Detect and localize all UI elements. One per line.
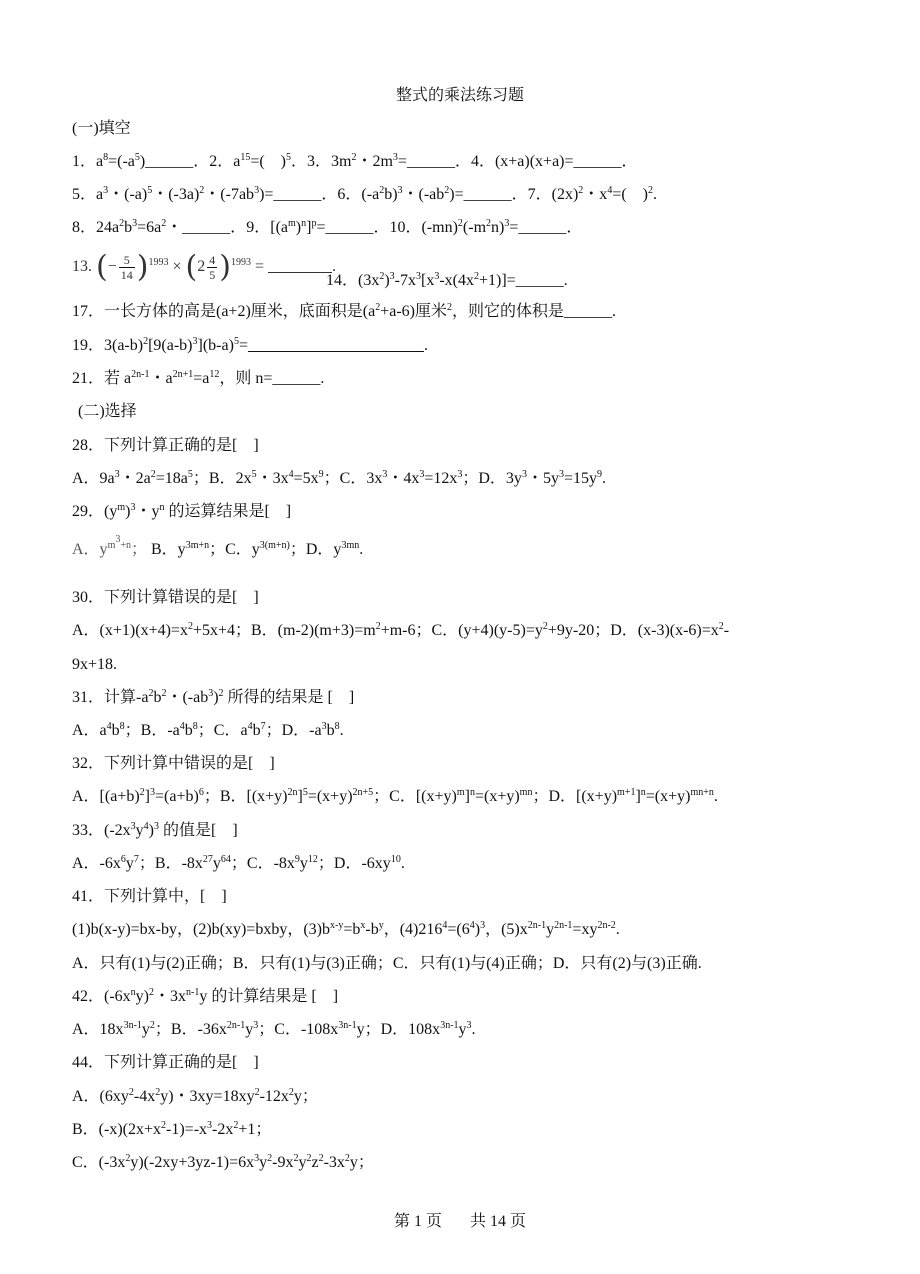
question-8-10: 8．$24a^2b^3=6a^2$・______．9．$[(a^m)^n]^p=\_\_\_\_\_\_$．10．$(-mn)^2(-m^2n)^3=\_\_\_\_\_\_$． <box>72 218 583 236</box>
question-19: 19．$3(a-b)^2[9(a-b)^3](b-a)^5=$ . <box>72 336 428 354</box>
question-31-options: A．$a^4b^8$；B．$-a^4b^8$；C．$a^4b^7$；D．$-a^3b^8$. <box>72 721 344 739</box>
question-28-options: A．$9a^3$・$2a^2=18a^5$；B．$2x^5$・$3x^4=5x^9$；C．$3x^3$・$4x^3=12x^3$；D．$3y^3$・$5y^3=15y^9$. <box>72 469 606 487</box>
section-choice-heading: (二)选择 <box>78 403 137 420</box>
section-fill-in-heading: (一)填空 <box>72 120 131 137</box>
question-1-4: 1．$a^8=(-a^5)\_\_\_\_\_\_$．2．$a^{15}=$( )$^5$．3．$3m^2$・$2m^3=\_\_\_\_\_\_$．4．(x+a)(x+a)=______． <box>72 152 638 170</box>
page-footer <box>0 1208 920 1231</box>
question-5-7: 5．$a^3$・$(-a)^5$・$(-3a)^2$・$(-7ab^3)=\_\_\_\_\_\_$．6．$(-a^2b)^3$・$(-ab^2)=\_\_\_\_\_\_$．7．$(2x)^2$・$x^4=$( )$^2$. <box>72 185 657 203</box>
question-28: 28．下列计算正确的是[ ] <box>72 437 259 454</box>
question-13: 13. (− $\frac{5}{14}$ )$^{1993}$ × (2 $\frac{4}{5}$ )$^{1993}$ = . <box>72 249 336 285</box>
question-29-options: A．$y^{m^3+n}$； B．$y^{3m+n}$；C．$y^{3(m+n)}$；D．$y^{3mn}$. <box>72 534 364 558</box>
page-title: 整式的乘法练习题 <box>395 87 524 104</box>
question-30: 30．下列计算错误的是[ ] <box>72 589 259 606</box>
question-30-options-line2: 9x+18. <box>72 656 118 673</box>
question-42-options: A．$18x^{3n-1}y^2$；B．$-36x^{2n-1}y^3$；C．$-108x^{3n-1}y$；D．$108x^{3n-1}y^3$. <box>72 1020 476 1038</box>
question-21: 21．若 $a^{2n-1}$・$a^{2n+1}=a^{12}$，则 n=______. <box>72 369 325 387</box>
question-41-options: A．只有(1)与(2)正确；B．只有(1)与(3)正确；C．只有(1)与(4)正确；D．只有(2)与(3)正确. <box>72 955 702 972</box>
question-41-statements: (1)b(x-y)=bx-by，(2)b(xy)=bxby，$(3)b^{x-y}=b^x-b^y$，$(4)216^4=(6^4)^3$，$(5)x^{2n-1}y^{2n-1}=xy^{2n-2}$. <box>72 920 620 938</box>
question-41: 41．下列计算中，[ ] <box>72 888 227 905</box>
question-42: 42．$(-6x^ny)^2$・$3x^{n-1}y$ 的计算结果是 [ ] <box>72 987 339 1005</box>
page-total: 共 14 页 <box>470 1213 527 1230</box>
question-44-option-b: B．$(-x)(2x+x^2-1)=-x^3-2x^2+1$； <box>72 1120 272 1138</box>
question-44-option-c: C．$(-3x^2y)(-2xy+3yz-1)=6x^3y^2-9x^2y^2z^2-3x^2y$； <box>72 1153 374 1171</box>
question-44-option-a: A．$(6xy^2-4x^2y)$・$3xy=18xy^2-12x^2y$； <box>72 1087 318 1105</box>
question-32: 32．下列计算中错误的是[ ] <box>72 755 275 772</box>
question-32-options: A．$[(a+b)^2]^3=(a+b)^6$；B．$[(x+y)^{2n}]^5=(x+y)^{2n+5}$；C．$[(x+y)^m]^n=(x+y)^{mn}$；D．$[(x+y)^{m+1}]^n=(x+y)^{mn+n}$. <box>72 787 718 805</box>
question-29: 29．$(y^m)^3$・$y^n$ 的运算结果是[ ] <box>72 502 292 520</box>
page-number: 第 1 页 <box>393 1213 442 1230</box>
question-30-options-line1: A．$(x+1)(x+4)=x^2+5x+4$；B．$(m-2)(m+3)=m^2+m-6$；C．$(y+4)(y-5)=y^2+9y-20$；D．$(x-3)(x-6)=x^2-$ <box>72 621 730 639</box>
question-14: 14．$(3x^2)^3-7x^3[x^3-x(4x^2+1)]=\_\_\_\_\_\_$. <box>326 271 568 289</box>
question-17: 17．一长方体的高是(a+2)厘米，底面积是$(a^2+a-6)$厘米$^2$，则它的体积是______. <box>72 302 617 320</box>
question-31: 31．计算$-a^2b^2$・$(-ab^3)^2$ 所得的结果是 [ ] <box>72 688 355 706</box>
question-33: 33．$(-2x^3y^4)^3$ 的值是[ ] <box>72 821 238 839</box>
question-44: 44．下列计算正确的是[ ] <box>72 1054 259 1071</box>
question-33-options: A．$-6x^6y^7$；B．$-8x^{27}y^{64}$；C．$-8x^9y^{12}$；D．$-6xy^{10}$. <box>72 854 405 872</box>
